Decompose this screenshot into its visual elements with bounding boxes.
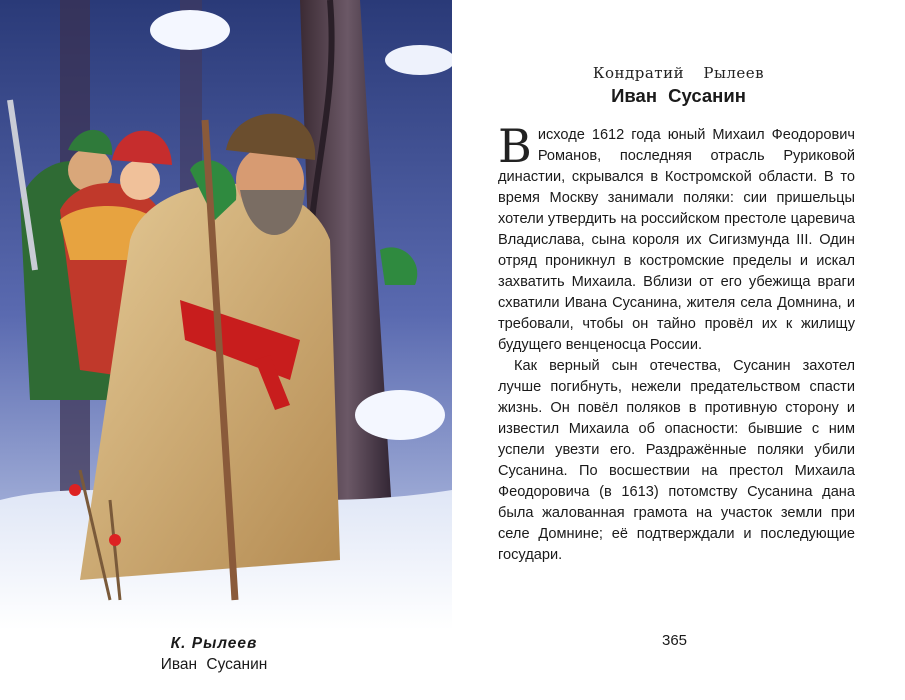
caption-title: Иван Сусанин xyxy=(160,656,268,673)
left-page xyxy=(0,0,452,700)
page-number: 365 xyxy=(662,632,688,649)
caption-author: К. Рылеев xyxy=(170,635,258,652)
body-text xyxy=(498,119,855,566)
winter-forest-illustration xyxy=(0,0,452,630)
right-page xyxy=(452,0,905,700)
dropcap: В xyxy=(498,119,532,173)
author-line: Кондратий Рылеев xyxy=(592,64,765,82)
story-title: Иван Сусанин xyxy=(611,85,746,106)
paragraph-1-text: исходе 1612 года юный Михаил Феодорович Романов, последняя отрасль Руриковой династии, скрывался в Костромской области. В то время Москву занимали поляки: сии пришельцы хотели утвердить на российском престоле царевича Владислава, сына короля их Сигизмунда III. Один отряд проникнул в костромские пределы и искал захватить Михаила. Вблизи от его убежища враги схватили Ивана Сусанина, жителя села Домнина, и требовали, чтобы он тайно провёл их к жилищу будущего венценосца России. xyxy=(498,127,855,353)
paragraph-2: Как верный сын отечества, Сусанин захотел лучше погибнуть, нежели предательством спасти жизнь. Он повёл поляков в противную сторону и известил Михаила об опасности: бывшие с ним успели увезти его. Раздражённые поляки убили Сусанина. По восшествии на престол Михаила Феодоровича (в 1613) потомству Сусанина дана была жалованная грамота на участок земли при селе Домнине; её подтверждали и последующие государи. xyxy=(498,358,855,563)
illustration-caption xyxy=(0,634,428,676)
paragraph-1 xyxy=(498,119,855,356)
